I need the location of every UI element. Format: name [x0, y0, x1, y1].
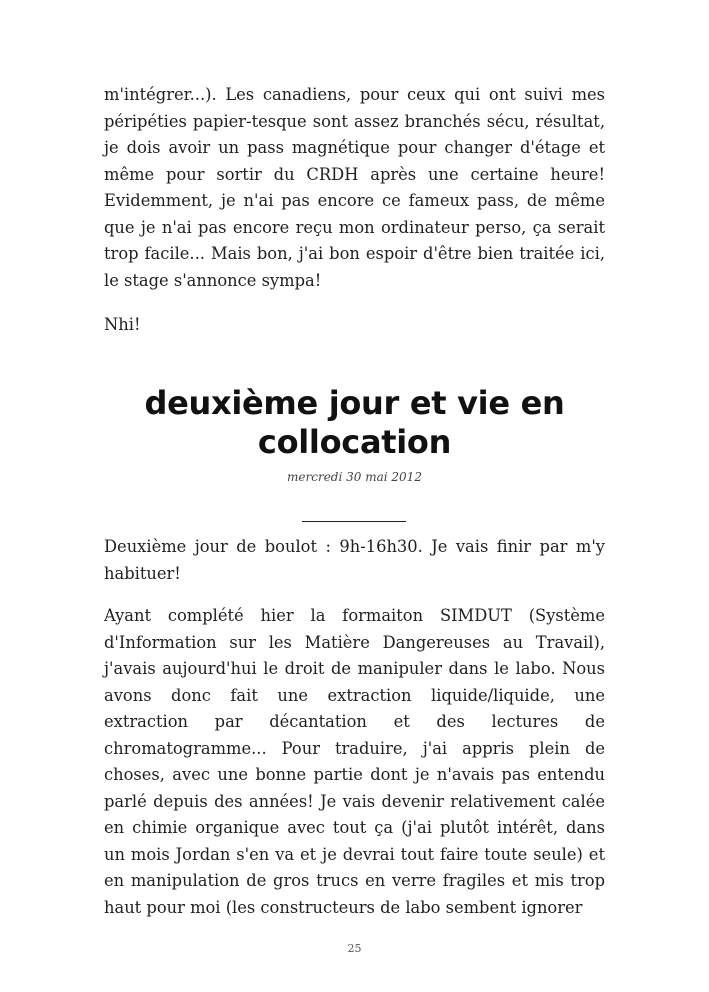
paragraph-lab-work: Ayant complété hier la formaiton SIMDUT (Système d'Information sur les Matière Dangereuses au Travail), j'avais aujourd'hui le droit de manipuler dans le labo. Nous avons donc fait une extraction liquide/liquide, une extraction par décantation et des lectures de chromatogramme... Pour traduire, j'ai appris plein de choses, avec une bonne partie dont je n'avais pas entendu parlé depuis des années! Je vais devenir relativement calée en chimie organique avec tout ça (j'ai plutôt intérêt, dans un mois Jordan s'en va et je devrai tout faire toute seule) et en manipulation de gros trucs en verre fragiles et mis trop haut pour moi (les constructeurs de labo sembent ignorer [104, 606, 605, 917]
post-title: deuxième jour et vie en collocation [144, 384, 565, 461]
paragraph-signoff: Nhi! [104, 315, 141, 334]
separator-rule [302, 521, 406, 522]
post-date: mercredi 30 mai 2012 [287, 470, 422, 484]
page-number: 25 [347, 942, 362, 955]
paragraph-work-hours: Deuxième jour de boulot : 9h-16h30. Je vais finir par m'y habituer! [104, 537, 605, 583]
paragraph-intro-continued: m'intégrer...). Les canadiens, pour ceux qui ont suivi mes péripéties papier-tesque sont assez branchés sécu, résultat, je dois avoir un pass magnétique pour changer d'étage et même pour sortir du CRDH après une certaine heure! Evidemment, je n'ai pas encore ce fameux pass, de même que je n'ai pas encore reçu mon ordinateur perso, ça serait trop facile... Mais bon, j'ai bon espoir d'être bien traitée ici, le stage s'annonce sympa! [104, 85, 605, 290]
